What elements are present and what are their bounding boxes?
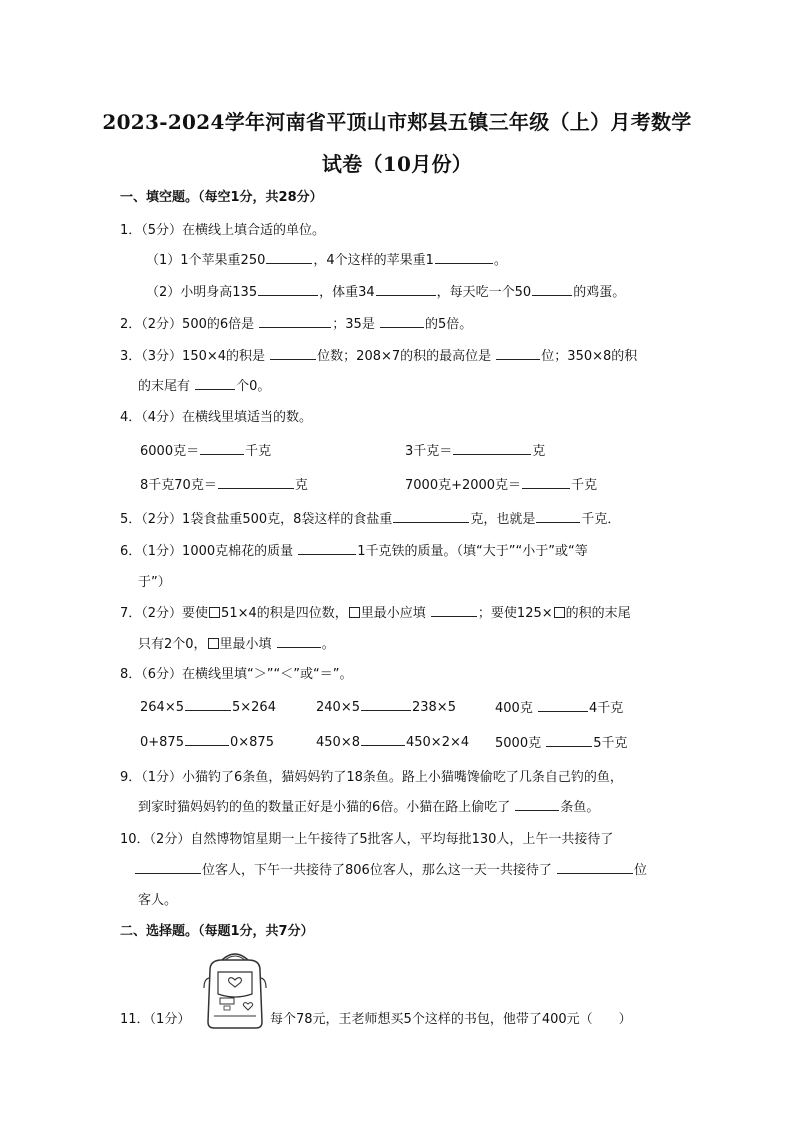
q6-text-b: 1千克铁的质量。（填“大于”“小于”或“等 bbox=[357, 544, 588, 559]
section2-heading: 二、选择题。（每题1分，共7分） bbox=[120, 924, 314, 939]
section1-heading: 一、填空题。（每空1分，共28分） bbox=[120, 190, 323, 205]
q8-blank-6[interactable] bbox=[546, 733, 592, 747]
q8-r2-text-e: 5000克 bbox=[495, 736, 542, 751]
q4-stem: 4．（4分）在横线里填适当的数。 bbox=[120, 410, 313, 425]
q7-text-a: 7．（2分）要使 bbox=[120, 606, 209, 621]
q4-r1-text-c: 3千克＝ bbox=[405, 444, 453, 459]
q9-line1: 9．（1分）小猫钓了6条鱼，猫妈妈钓了18条鱼。路上小猫嘴馋偷吃了几条自己钓的鱼， bbox=[120, 770, 623, 785]
q2-blank-2[interactable] bbox=[380, 314, 424, 328]
q7-box-1 bbox=[209, 607, 220, 618]
q1-blank-5[interactable] bbox=[532, 282, 572, 296]
q4-blank-2[interactable] bbox=[453, 441, 531, 455]
q7-text-c: 里最小应填 bbox=[360, 606, 426, 621]
q10-line1: 10．（2分）自然博物馆星期一上午接待了5批客人，平均每批130人，上午一共接待了 bbox=[120, 832, 614, 847]
q2-text-a: 2．（2分）500的6倍是 bbox=[120, 317, 255, 332]
q4-blank-4[interactable] bbox=[522, 475, 570, 489]
q1-p2-text-c: ，每天吃一个50 bbox=[436, 285, 532, 300]
q7-text-e: 的积的末尾 bbox=[565, 606, 631, 621]
q8-blank-1[interactable] bbox=[185, 697, 231, 711]
q3-text-d: 的末尾有 bbox=[138, 379, 191, 394]
q4-r2-text-b: 克 bbox=[294, 478, 308, 493]
q5-text-c: 千克． bbox=[581, 512, 621, 527]
q10-line2 bbox=[134, 859, 647, 878]
q3-blank-2[interactable] bbox=[496, 346, 540, 360]
q1-p2-text-a: （2）小明身高135 bbox=[146, 285, 258, 300]
exam-title-line2: 试卷（10月份） bbox=[321, 152, 473, 176]
q3-text-e: 个0。 bbox=[236, 379, 271, 394]
q7-blank-1[interactable] bbox=[431, 603, 477, 617]
q2-text-c: 的5倍。 bbox=[424, 317, 473, 332]
q6-line1 bbox=[120, 540, 588, 559]
q4-item3 bbox=[140, 474, 308, 493]
q1-blank-3[interactable] bbox=[258, 282, 318, 296]
q8-r2-item3 bbox=[495, 732, 628, 751]
exam-title-line1: 2023-2024学年河南省平顶山市郏县五镇三年级（上）月考数学 bbox=[102, 110, 692, 134]
q1-stem: 1．（5分）在横线上填合适的单位。 bbox=[120, 223, 326, 238]
q11-label: 11．（1分） bbox=[120, 1012, 191, 1027]
q3-line1 bbox=[120, 345, 637, 364]
q6-text-a: 6．（1分）1000克棉花的质量 bbox=[120, 544, 294, 559]
q7-box-4 bbox=[208, 638, 219, 649]
q9-blank-1[interactable] bbox=[515, 797, 559, 811]
q10-blank-2[interactable] bbox=[557, 860, 633, 874]
q7-box-2 bbox=[349, 607, 360, 618]
q1-p1-text-a: （1）1个苹果重250 bbox=[146, 253, 266, 268]
q10-text-b: 位客人，下午一共接待了806位客人，那么这一天一共接待了 bbox=[202, 863, 552, 878]
q8-r2-text-a: 0+875 bbox=[140, 735, 184, 750]
q3-text-a: 3．（3分）150×4的积是 bbox=[120, 349, 266, 364]
q5-blank-2[interactable] bbox=[536, 509, 580, 523]
q7-text-h: 。 bbox=[321, 637, 335, 652]
q8-r1-text-c: 240×5 bbox=[316, 700, 360, 715]
q1-p2-text-d: 的鸡蛋。 bbox=[573, 285, 626, 300]
q7-line2 bbox=[138, 633, 335, 652]
q8-r1-item1 bbox=[140, 697, 276, 715]
q4-r2-text-c: 7000克+2000克＝ bbox=[405, 478, 522, 493]
q4-r2-text-d: 千克 bbox=[571, 478, 598, 493]
q2 bbox=[120, 313, 472, 332]
q7-box-3 bbox=[554, 607, 565, 618]
q10-text-c: 位 bbox=[633, 863, 647, 878]
q8-blank-3[interactable] bbox=[538, 698, 588, 712]
q2-text-b: ；35是 bbox=[332, 317, 375, 332]
q8-r2-item2 bbox=[316, 732, 469, 750]
q8-r1-item2 bbox=[316, 697, 456, 715]
q1-blank-4[interactable] bbox=[376, 282, 436, 296]
q8-r1-text-a: 264×5 bbox=[140, 700, 184, 715]
q1-blank-2[interactable] bbox=[435, 250, 493, 264]
q1-blank-1[interactable] bbox=[266, 250, 312, 264]
q3-text-c: 位；350×8的积 bbox=[541, 349, 638, 364]
q8-r1-text-d: 238×5 bbox=[411, 700, 456, 715]
q3-text-b: 位数；208×7的积的最高位是 bbox=[317, 349, 492, 364]
q4-r1-text-b: 千克 bbox=[245, 444, 272, 459]
q4-blank-1[interactable] bbox=[200, 441, 244, 455]
q8-r1-text-e: 400克 bbox=[495, 701, 533, 716]
q4-item1 bbox=[140, 440, 271, 459]
q1-p1-text-c: 。 bbox=[493, 253, 507, 268]
q3-blank-1[interactable] bbox=[270, 346, 316, 360]
q8-r1-text-b: 5×264 bbox=[231, 700, 276, 715]
q4-item2 bbox=[405, 440, 545, 459]
q4-item4 bbox=[405, 474, 597, 493]
q8-blank-4[interactable] bbox=[185, 732, 229, 746]
q8-r1-item3 bbox=[495, 697, 623, 716]
q2-blank-1[interactable] bbox=[259, 314, 331, 328]
q7-blank-2[interactable] bbox=[277, 634, 321, 648]
q10-blank-1[interactable] bbox=[135, 860, 201, 874]
q1-part1 bbox=[146, 249, 507, 268]
q7-line1 bbox=[120, 602, 631, 621]
q7-text-d: ；要使125× bbox=[477, 606, 553, 621]
q8-r2-text-f: 5千克 bbox=[593, 736, 628, 751]
q7-text-b: 51×4的积是四位数， bbox=[221, 606, 348, 621]
q6-line2: 于”） bbox=[138, 575, 171, 590]
q11-text: 每个78元，王老师想买5个这样的书包，他带了400元（ ） bbox=[270, 1012, 632, 1027]
q10-line3: 客人。 bbox=[138, 893, 178, 908]
q3-line2 bbox=[138, 375, 270, 394]
q8-r1-text-f: 4千克 bbox=[588, 701, 624, 716]
q1-p2-text-b: ，体重34 bbox=[319, 285, 375, 300]
q8-r2-text-c: 450×8 bbox=[316, 735, 360, 750]
q8-stem: 8．（6分）在横线里填“＞”“＜”或“＝”。 bbox=[120, 667, 353, 682]
q9-text-b: 到家时猫妈妈钓的鱼的数量正好是小猫的6倍。小猫在路上偷吃了 bbox=[138, 800, 511, 815]
q8-r2-text-b: 0×875 bbox=[229, 735, 274, 750]
q5 bbox=[120, 508, 620, 527]
q7-text-g: 里最小填 bbox=[219, 637, 272, 652]
q5-blank-1[interactable] bbox=[393, 509, 469, 523]
backpack-icon bbox=[200, 948, 270, 1030]
q8-r2-text-d: 450×2×4 bbox=[405, 735, 470, 750]
q6-blank-1[interactable] bbox=[298, 541, 356, 555]
q1-part2 bbox=[146, 281, 625, 300]
q9-text-c: 条鱼。 bbox=[560, 800, 600, 815]
q8-r2-item1 bbox=[140, 732, 274, 750]
q8-blank-2[interactable] bbox=[361, 697, 411, 711]
q7-text-f: 只有2个0， bbox=[138, 637, 207, 652]
q5-text-a: 5．（2分）1袋食盐重500克，8袋这样的食盐重 bbox=[120, 512, 393, 527]
q8-blank-5[interactable] bbox=[361, 732, 405, 746]
q4-blank-3[interactable] bbox=[218, 475, 294, 489]
q3-blank-3[interactable] bbox=[195, 376, 235, 390]
q4-r1-text-d: 克 bbox=[532, 444, 546, 459]
q4-r2-text-a: 8千克70克＝ bbox=[140, 478, 217, 493]
q1-p1-text-b: ，4个这样的苹果重1 bbox=[313, 253, 434, 268]
q4-r1-text-a: 6000克＝ bbox=[140, 444, 200, 459]
q5-text-b: 克，也就是 bbox=[470, 512, 536, 527]
q9-line2 bbox=[138, 796, 599, 815]
